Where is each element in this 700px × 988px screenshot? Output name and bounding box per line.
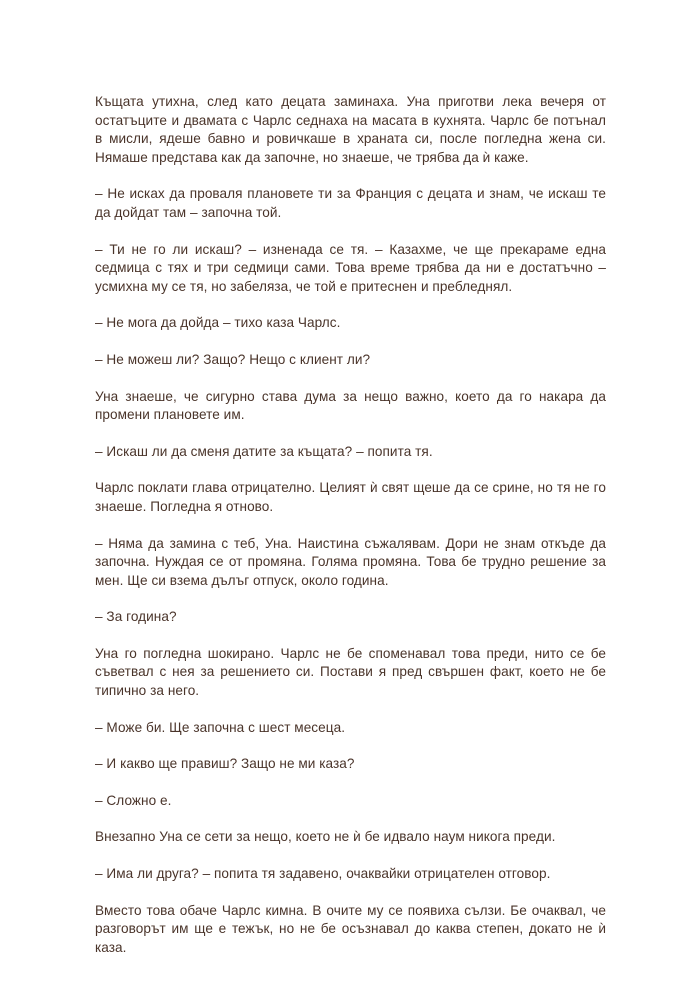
paragraph: Внезапно Уна се сети за нещо, което не ѝ бе идвало наум никога преди. xyxy=(95,829,556,845)
paragraph: Вместо това обаче Чарлс кимна. В очите му се появиха сълзи. Бе очаквал, че разговорът им ще е тежък, но не бе осъзнавал до каква степен, докато не ѝ каза. xyxy=(95,902,606,955)
paragraph: – Сложно е. xyxy=(95,792,172,808)
paragraph: – Не исках да проваля плановете ти за Франция с децата и знам, че искаш те да дойдат там – започна той. xyxy=(95,186,606,220)
paragraph: – За година? xyxy=(95,609,177,625)
paragraph: Къщата утихна, след като децата заминаха. Уна приготви лека вечеря от остатъците и двамата с Чарлс седнаха на масата в кухнята. Чарлс бе потънал в мисли, ядеше бавно и ровичкаше в храната си, после погледна жена си. Нямаше представа как да започне, но знаеше, че трябва да ѝ каже. xyxy=(95,94,606,165)
paragraph: – Не можеш ли? Защо? Нещо с клиент ли? xyxy=(95,351,371,367)
paragraph: – Не мога да дойда – тихо каза Чарлс. xyxy=(95,315,341,331)
paragraph: – И какво ще правиш? Защо не ми каза? xyxy=(95,756,355,772)
paragraph: Уна знаеше, че сигурно става дума за нещо важно, което да го накара да промени плановете им. xyxy=(95,388,606,423)
paragraph: Уна го погледна шокирано. Чарлс не бе споменавал това преди, нито се бе съветвал с нея за решението си. Постави я пред свършен факт, което не бе типично за него. xyxy=(95,645,606,699)
paragraph: – Има ли друга? – попита тя задавено, очаквайки отрицателен отговор. xyxy=(95,866,551,882)
paragraph: – Може би. Ще започна с шест месеца. xyxy=(95,719,346,735)
paragraph: – Искаш ли да сменя датите за къщата? – попита тя. xyxy=(95,443,433,459)
document-page xyxy=(95,93,606,957)
paragraph: – Няма да замина с теб, Уна. Наистина съжалявам. Дори не знам откъде да започна. Нуждая се от промяна. Голяма промяна. Това бе трудно решение за мен. Ще си взема дълъг отпуск, около година. xyxy=(95,535,606,588)
paragraph: – Ти не го ли искаш? – изненада се тя. – Казахме, че ще прекараме една седмица с тях и три седмици сами. Това време трябва да ни е достатъчно – усмихна му се тя, но забеляза, че той е притеснен и пребледнял. xyxy=(95,241,606,294)
paragraph: Чарлс поклати глава отрицателно. Целият ѝ свят щеше да се срине, но тя не го знаеше. Погледна я отново. xyxy=(95,480,606,514)
